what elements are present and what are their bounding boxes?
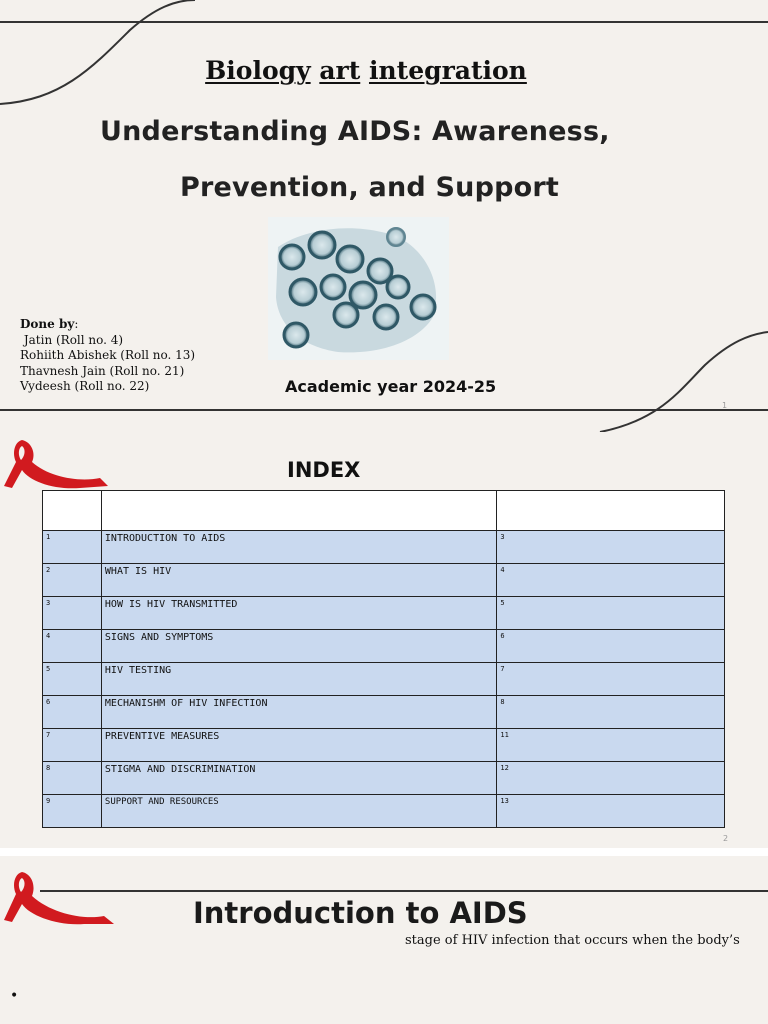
awareness-ribbon-icon bbox=[0, 432, 120, 494]
academic-year: Academic year 2024-25 bbox=[285, 377, 497, 396]
row-number: 1 bbox=[43, 531, 102, 564]
hiv-virus-illustration bbox=[268, 217, 449, 360]
table-row bbox=[43, 696, 725, 729]
header-cell bbox=[101, 491, 496, 531]
row-page: 12 bbox=[497, 762, 725, 795]
index-table bbox=[42, 490, 725, 828]
header-cell bbox=[497, 491, 725, 531]
row-number: 7 bbox=[43, 729, 102, 762]
row-page: 11 bbox=[497, 729, 725, 762]
credits-label-line bbox=[20, 317, 195, 333]
table-row bbox=[43, 729, 725, 762]
row-number: 5 bbox=[43, 663, 102, 696]
row-page: 7 bbox=[497, 663, 725, 696]
row-number: 3 bbox=[43, 597, 102, 630]
credits-colon: : bbox=[74, 317, 79, 331]
table-row bbox=[43, 762, 725, 795]
row-page: 3 bbox=[497, 531, 725, 564]
row-number: 8 bbox=[43, 762, 102, 795]
hiv-microscope-image bbox=[268, 217, 449, 360]
table-row bbox=[43, 564, 725, 597]
row-topic: PREVENTIVE MEASURES bbox=[101, 729, 496, 762]
page-number: 2 bbox=[723, 834, 729, 843]
introduction-title: Introduction to AIDS bbox=[193, 896, 528, 930]
introduction-slide bbox=[0, 856, 768, 1024]
member-3: Thavnesh Jain (Roll no. 21) bbox=[20, 363, 185, 378]
member-2: Rohiith Abishek (Roll no. 13) bbox=[20, 348, 196, 362]
heading-word-2: art bbox=[319, 56, 361, 85]
row-topic: HIV TESTING bbox=[101, 663, 496, 696]
heading-word-1: Biology bbox=[205, 56, 311, 85]
row-topic: HOW IS HIV TRANSMITTED bbox=[101, 597, 496, 630]
bullet-point: • bbox=[10, 988, 19, 1004]
row-page: 4 bbox=[497, 564, 725, 597]
awareness-ribbon-icon bbox=[0, 868, 120, 930]
row-topic: WHAT IS HIV bbox=[101, 564, 496, 597]
page-number: 1 bbox=[722, 401, 728, 410]
row-number: 4 bbox=[43, 630, 102, 663]
table-row bbox=[43, 531, 725, 564]
row-page: 13 bbox=[497, 795, 725, 828]
row-page: 5 bbox=[497, 597, 725, 630]
index-title: INDEX bbox=[287, 458, 361, 482]
introduction-text: stage of HIV infection that occurs when the body’s bbox=[405, 933, 740, 948]
row-topic: MECHANISHM OF HIV INFECTION bbox=[101, 696, 496, 729]
table-row bbox=[43, 663, 725, 696]
table-row bbox=[43, 795, 725, 828]
row-page: 6 bbox=[497, 630, 725, 663]
heading-word-3: integration bbox=[368, 56, 527, 85]
table-header-row bbox=[43, 491, 725, 531]
row-topic: STIGMA AND DISCRIMINATION bbox=[101, 762, 496, 795]
table-row bbox=[43, 597, 725, 630]
row-number: 6 bbox=[43, 696, 102, 729]
table-row bbox=[43, 630, 725, 663]
member-1: Jatin (Roll no. 4) bbox=[20, 332, 124, 347]
row-topic: INTRODUCTION TO AIDS bbox=[101, 531, 496, 564]
row-topic: SIGNS AND SYMPTOMS bbox=[101, 630, 496, 663]
row-number: 2 bbox=[43, 564, 102, 597]
row-topic: SUPPORT AND RESOURCES bbox=[101, 795, 496, 828]
header-cell bbox=[43, 491, 102, 531]
member-4: Vydeesh (Roll no. 22) bbox=[20, 379, 150, 393]
row-page: 8 bbox=[497, 696, 725, 729]
credits-label: Done by bbox=[20, 317, 75, 331]
main-title-line-2: Prevention, and Support bbox=[180, 172, 560, 203]
title-slide bbox=[0, 0, 768, 432]
credits-block bbox=[20, 317, 195, 395]
slide-heading bbox=[0, 56, 732, 85]
index-slide bbox=[0, 432, 768, 848]
main-title-line-1: Understanding AIDS: Awareness, bbox=[100, 116, 610, 147]
row-number: 9 bbox=[43, 795, 102, 828]
